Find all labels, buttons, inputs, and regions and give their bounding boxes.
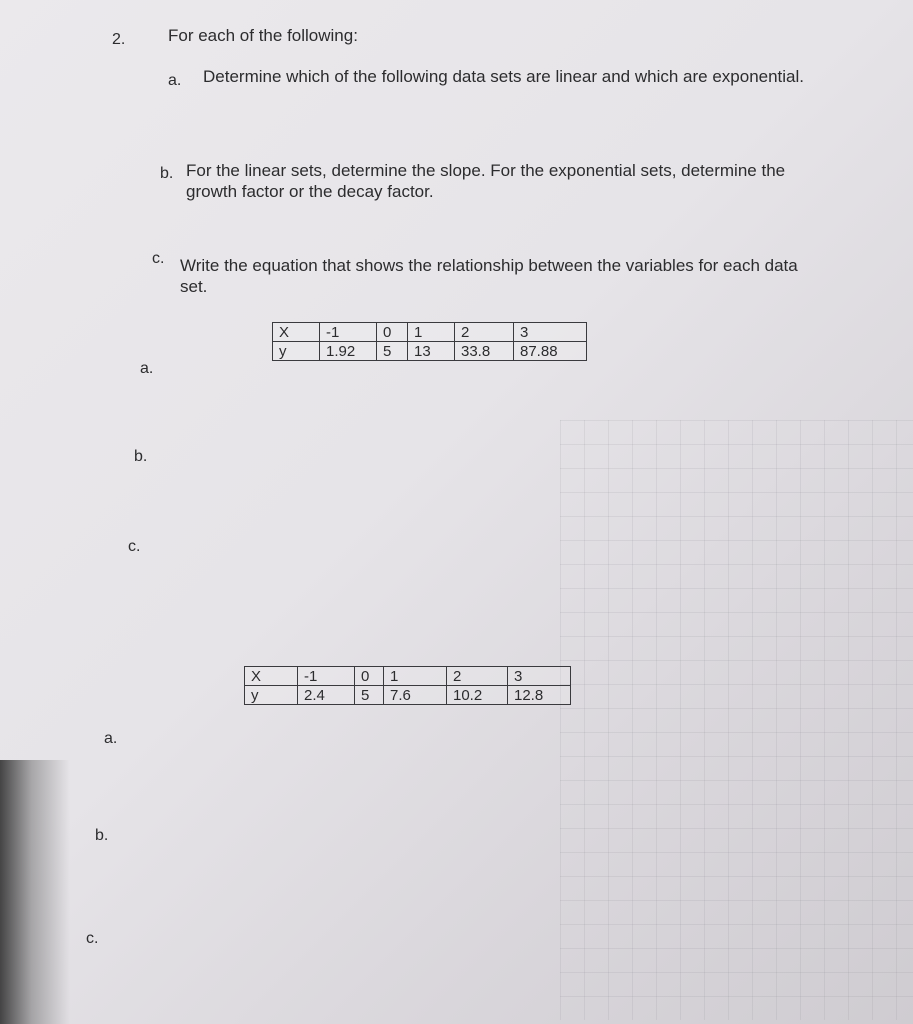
x-header: X [273,323,320,342]
part-c-text: Write the equation that shows the relationship between the variables for each data set. [180,256,798,296]
data-table-2 [244,666,571,705]
y-cell: 5 [377,342,408,361]
y-cell: 12.8 [508,686,571,705]
x-cell: 1 [384,667,447,686]
x-cell: 2 [447,667,508,686]
y-cell: 2.4 [298,686,355,705]
part-b-text: For the linear sets, determine the slope. For the exponential sets, determine the growth factor or the decay factor. [186,161,786,201]
x-cell: 3 [514,323,587,342]
y-header: y [245,686,298,705]
part-a-text: Determine which of the following data sets are linear and which are exponential. [203,67,805,86]
answer-label-c: c. [128,538,141,555]
table-row-y [273,342,587,361]
x-cell: 3 [508,667,571,686]
part-c-label: c. [152,250,165,267]
y-cell: 33.8 [455,342,514,361]
y-cell: 87.88 [514,342,587,361]
y-cell: 13 [408,342,455,361]
answer-label-b: b. [134,448,148,465]
x-cell: 2 [455,323,514,342]
table-row-y [245,686,571,705]
x-cell: 0 [355,667,384,686]
answer-label-a: a. [104,730,118,747]
y-cell: 1.92 [320,342,377,361]
table-row-x [273,323,587,342]
x-cell: 0 [377,323,408,342]
y-cell: 10.2 [447,686,508,705]
x-header: X [245,667,298,686]
data-table-1 [272,322,587,361]
x-cell: -1 [320,323,377,342]
part-b-label: b. [160,165,174,182]
table-row-x [245,667,571,686]
answer-label-a: a. [140,360,154,377]
answer-label-c: c. [86,930,99,947]
hand-shadow [0,760,70,1024]
part-a-label: a. [168,72,182,89]
y-cell: 5 [355,686,384,705]
answer-label-b: b. [95,827,109,844]
y-cell: 7.6 [384,686,447,705]
x-cell: -1 [298,667,355,686]
x-cell: 1 [408,323,455,342]
graph-paper-background [560,420,913,1020]
y-header: y [273,342,320,361]
question-number: 2. [112,31,126,48]
question-intro: For each of the following: [168,26,358,45]
